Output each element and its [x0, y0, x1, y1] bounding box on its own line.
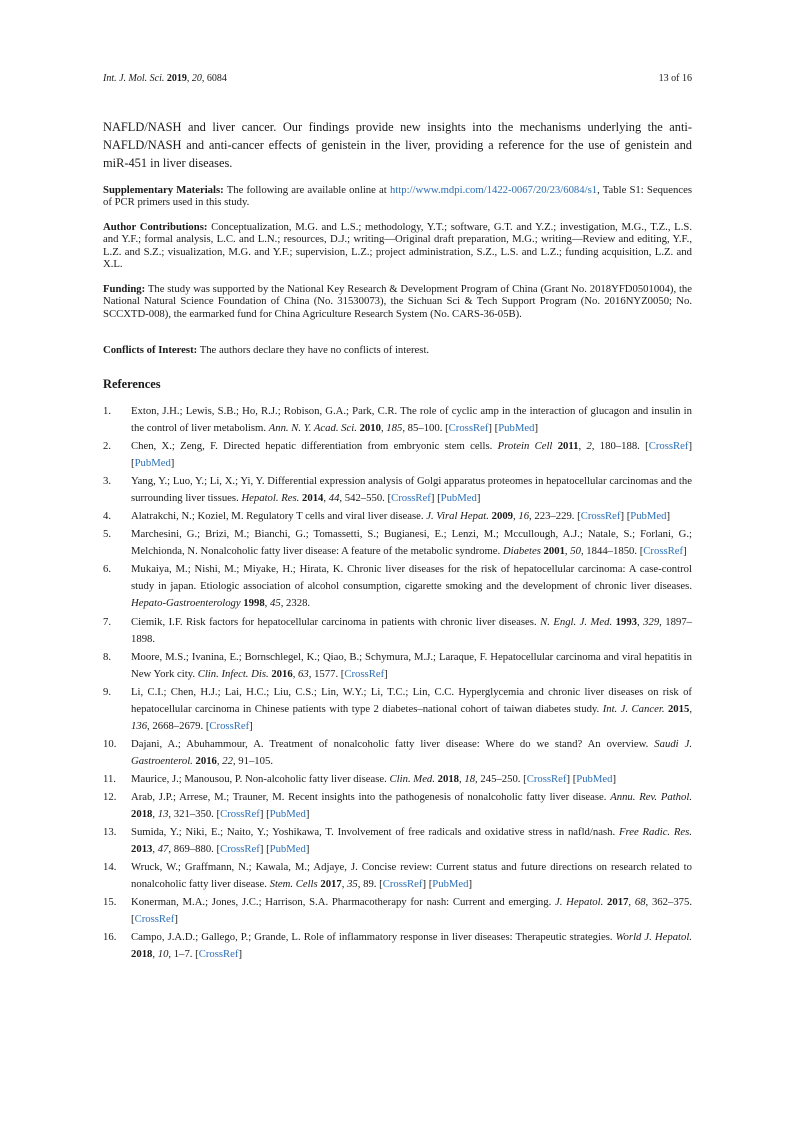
reference-authors-title: Ciemik, I.F. Risk factors for hepatocellular carcinoma in patients with chronic liver diseases. — [131, 615, 537, 628]
crossref-link[interactable]: CrossRef — [344, 667, 385, 680]
reference-number: 13. — [103, 826, 117, 839]
reference-journal: World J. Hepatol. — [615, 931, 693, 944]
reference-volume: 18 — [464, 772, 476, 785]
reference-item: 13. Sumida, Y.; Niki, E.; Naito, Y.; Yoshikawa, T. Involvement of free radicals and oxidative stress in nafld/nash. Free Radic. Res. 2013, 47, 869–880. [CrossRef] [PubMed] — [103, 826, 693, 856]
crossref-link[interactable]: CrossRef — [526, 772, 567, 785]
crossref-link[interactable]: CrossRef — [198, 948, 239, 961]
reference-year: 1998 — [243, 597, 265, 610]
reference-number: 16. — [103, 931, 117, 944]
reference-journal: J. Viral Hepat. — [426, 510, 489, 523]
pubmed-link[interactable]: PubMed — [432, 878, 469, 891]
reference-authors-title: Konerman, M.A.; Jones, J.C.; Harrison, S.A. Pharmacotherapy for nash: Current and emerging. — [131, 896, 552, 909]
reference-item: 14. Wruck, W.; Graffmann, N.; Kawala, M.; Adjaye, J. Concise review: Current status and future directions on research related to nonalcoholic fatty liver disease. Stem. Cells 2017, 35, 89. [CrossRef] [PubMed] — [103, 861, 692, 891]
reference-pages: 245–250. — [480, 772, 521, 785]
funding-statement — [103, 283, 692, 320]
supplementary-materials — [103, 184, 692, 209]
reference-volume: 136 — [131, 719, 148, 732]
reference-pages: 85–100. — [407, 422, 443, 434]
crossref-link[interactable]: CrossRef — [448, 422, 489, 434]
reference-journal: Hepatol. Res. — [241, 492, 300, 505]
reference-item: 15. Konerman, M.A.; Jones, J.C.; Harrison, S.A. Pharmacotherapy for nash: Current and emerging. J. Hepatol. 2017, 68, 362–375. [CrossRef] — [103, 896, 693, 926]
reference-journal: Hepato-Gastroenterology — [131, 597, 241, 610]
reference-number: 7. — [103, 615, 112, 628]
crossref-link[interactable]: CrossRef — [382, 878, 423, 891]
references-heading: References — [103, 377, 161, 391]
reference-number: 8. — [103, 650, 112, 663]
reference-volume: 2 — [586, 440, 592, 453]
reference-number: 12. — [103, 791, 117, 804]
contributions-label: Author Contributions: — [103, 221, 208, 233]
reference-number: 9. — [103, 685, 112, 698]
reference-year: 2009 — [491, 510, 513, 523]
pubmed-link[interactable]: PubMed — [269, 843, 306, 856]
crossref-link[interactable]: CrossRef — [220, 843, 260, 856]
reference-journal: Clin. Med. — [389, 772, 435, 785]
reference-number: 2. — [103, 440, 112, 453]
pubmed-link[interactable]: PubMed — [576, 772, 613, 785]
reference-item: 8. Moore, M.S.; Ivanina, E.; Bornschlegel, K.; Qiao, B.; Schymura, M.J.; Laraque, F. Hepatocellular carcinoma and viral hepatitis in New York city. Clin. Infect. Dis. 2016, 63, 1577. [CrossRef] — [103, 650, 692, 680]
reference-list — [103, 403, 692, 965]
reference-year: 2017 — [320, 878, 342, 891]
reference-item: 5. Marchesini, G.; Brizi, M.; Bianchi, G.; Tomassetti, S.; Bugianesi, E.; Lenzi, M.; Mccullough, A.J.; Natale, S.; Forlani, G.; Melchionda, N. Nonalcoholic fatty liver disease: A feature of the metabolic syndrome. Diabetes 2001, 50, 1844–1850. [CrossRef] — [103, 528, 692, 558]
reference-item: 7. Ciemik, I.F. Risk factors for hepatocellular carcinoma in patients with chronic liver diseases. N. Engl. J. Med. 1993, 329, 1897–1898. — [103, 615, 692, 645]
reference-number: 3. — [103, 475, 112, 488]
reference-number: 14. — [103, 861, 117, 874]
reference-volume: 44 — [328, 492, 340, 505]
reference-pages: 542–550. — [344, 492, 385, 505]
reference-journal: Saudi J. Gastroenterol. — [131, 737, 693, 767]
reference-authors-title: Exton, J.H.; Lewis, S.B.; Ho, R.J.; Robison, G.A.; Park, C.R. The role of cyclic amp in the interaction of glucagon and insulin in the control of liver metabolism. — [131, 405, 692, 434]
reference-authors-title: Maurice, J.; Manousou, P. Non-alcoholic fatty liver disease. — [131, 772, 387, 785]
reference-number: 15. — [103, 896, 117, 909]
reference-pages: 1897–1898. — [131, 615, 692, 645]
reference-volume: 13 — [157, 808, 169, 821]
reference-item: 2. Chen, X.; Zeng, F. Directed hepatic differentiation from embryonic stem cells. Protein Cell 2011, 2, 180–188. [CrossRef] [PubMed] — [103, 440, 693, 470]
reference-authors-title: Mukaiya, M.; Nishi, M.; Miyake, H.; Hirata, K. Chronic liver diseases for the risk of hepatocellular carcinoma: A case-control study in japan. Etiologic association of alcohol consumption, cigarette smoking and the development of chronic liver diseases. — [131, 563, 692, 593]
conflicts-text: The authors declare they have no conflicts of interest. — [199, 344, 430, 356]
reference-year: 2014 — [302, 492, 324, 505]
reference-journal: Int. J. Cancer. — [602, 702, 665, 715]
reference-year: 2018 — [131, 948, 153, 961]
reference-number: 10. — [103, 737, 117, 750]
reference-pages: 89. — [363, 878, 377, 891]
reference-item: 9. Li, C.I.; Chen, H.J.; Lai, H.C.; Liu, C.S.; Lin, W.Y.; Li, T.C.; Lin, C.C. Hyperglycemia and chronic liver diseases on risk of hepatocellular carcinoma in Chinese patients with type 2 diabetes–national cohort of taiwan diabetes study. Int. J. Cancer. 2015, 136, 2668–2679. [CrossRef] — [103, 685, 692, 732]
reference-journal: Stem. Cells — [269, 878, 318, 891]
reference-year: 2010 — [359, 422, 381, 434]
journal-year: 2019 — [166, 73, 187, 84]
reference-journal: N. Engl. J. Med. — [540, 615, 613, 628]
reference-authors-title: Sumida, Y.; Niki, E.; Naito, Y.; Yoshikawa, T. Involvement of free radicals and oxidative stress in nafld/nash. — [131, 826, 616, 839]
author-contributions — [103, 221, 692, 271]
reference-item: 6. Mukaiya, M.; Nishi, M.; Miyake, H.; Hirata, K. Chronic liver diseases for the risk of hepatocellular carcinoma: A case-control study in japan. Etiologic association of alcohol consumption, cigarette smoking and the development of chronic liver diseases. Hepato-Gastroenterology 1998, 45, 2328. — [103, 563, 692, 610]
funding-label: Funding: — [103, 283, 146, 295]
reference-authors-title: Dajani, A.; Abuhammour, A. Treatment of nonalcoholic fatty liver disease: Where do we stand? An overview. — [131, 737, 649, 750]
reference-journal: Free Radic. Res. — [618, 826, 693, 839]
reference-pages: 2328. — [286, 597, 311, 610]
supplementary-text-after: , Table S1: Sequences of PCR primers used in this study. — [103, 184, 693, 209]
reference-authors-title: Alatrakchi, N.; Koziel, M. Regulatory T cells and viral liver disease. — [131, 510, 424, 523]
pubmed-link[interactable]: PubMed — [269, 808, 306, 821]
reference-authors-title: Yang, Y.; Luo, Y.; Li, X.; Yi, Y. Differential expression analysis of Golgi apparatus proteomes in hepatocellular carcinomas and the surrounding liver tissues. — [131, 475, 692, 505]
reference-authors-title: Li, C.I.; Chen, H.J.; Lai, H.C.; Liu, C.S.; Lin, W.Y.; Li, T.C.; Lin, C.C. Hyperglycemia and chronic liver diseases on risk of hepatocellular carcinoma in Chinese patients with type 2 diabetes–national cohort of taiwan diabetes study. — [131, 685, 692, 715]
journal-name: Int. J. Mol. Sci. — [103, 73, 165, 84]
crossref-link[interactable]: CrossRef — [648, 440, 689, 453]
reference-year: 2018 — [131, 808, 153, 821]
article-number: 6084 — [206, 73, 227, 84]
reference-item: 11. Maurice, J.; Manousou, P. Non-alcoholic fatty liver disease. Clin. Med. 2018, 18, 245–250. [CrossRef] [PubMed] — [103, 771, 692, 788]
reference-item: 12. Arab, J.P.; Arrese, M.; Trauner, M. Recent insights into the pathogenesis of nonalcoholic fatty liver disease. Annu. Rev. Pathol. 2018, 13, 321–350. [CrossRef] [PubMed] — [103, 791, 693, 821]
contributions-text: Conceptualization, M.G. and L.S.; methodology, Y.T.; software, G.T. and Y.Z.; investigation, M.G., T.Z., L.S. and Y.F.; formal analysis, L.C. and L.N.; resources, D.J.; writing—Original draft preparation, M.G.; writing—Review and editing, Y.F., L.Z. and S.Z.; visualization, M.G. and Y.F.; supervision, L.Z.; project administration, S.Z., L.S. and L.Z.; funding acquisition, L.Z. and X.L. — [103, 221, 693, 271]
reference-pages: 91–105. — [238, 754, 273, 767]
conflicts-of-interest — [103, 344, 692, 356]
reference-journal: Diabetes — [502, 545, 541, 558]
reference-volume: 35 — [347, 878, 358, 891]
reference-volume: 22 — [222, 754, 233, 767]
reference-year: 2013 — [131, 843, 153, 856]
reference-pages: 869–880. — [173, 843, 214, 856]
journal-volume: 20 — [191, 73, 202, 84]
page-number: 13 of 16 — [658, 73, 692, 84]
reference-volume: 47 — [157, 843, 169, 856]
reference-year: 2018 — [437, 772, 459, 785]
reference-authors-title: Moore, M.S.; Ivanina, E.; Bornschlegel, K.; Qiao, B.; Schymura, M.J.; Laraque, F. Hepatocellular carcinoma and viral hepatitis in New York city. — [131, 650, 692, 680]
reference-volume: 63 — [298, 667, 309, 680]
reference-item: 16. Campo, J.A.D.; Gallego, P.; Grande, L. Role of inflammatory response in liver diseases: Therapeutic strategies. World J. Hepatol. 2018, 10, 1–7. [CrossRef] — [103, 931, 693, 961]
funding-text: The study was supported by the National Key Research & Development Program of China (Grant No. 2018YFD0501004), the National Natural Science Foundation of China (No. 31530073), the Sichuan Sci & Tech Support Program (No. 2016NYZ0050; No. SCCXTD-008), the earmarked fund for China Agriculture Research System (No. CARS-36-05B). — [103, 283, 693, 320]
pubmed-link[interactable]: PubMed — [440, 492, 477, 505]
supplementary-text: The following are available online at — [226, 184, 387, 196]
reference-journal: Ann. N. Y. Acad. Sci. — [268, 422, 357, 434]
reference-volume: 16 — [518, 510, 530, 523]
reference-item: 3. Yang, Y.; Luo, Y.; Li, X.; Yi, Y. Differential expression analysis of Golgi apparatus proteomes in hepatocellular carcinomas and the surrounding liver tissues. Hepatol. Res. 2014, 44, 542–550. [CrossRef] [PubMed] — [103, 475, 692, 505]
reference-number: 5. — [103, 528, 112, 541]
reference-pages: 1–7. — [173, 948, 193, 961]
reference-authors-title: Wruck, W.; Graffmann, N.; Kawala, M.; Adjaye, J. Concise review: Current status and future directions on research related to nonalcoholic fatty liver disease. — [131, 861, 692, 891]
reference-number: 1. — [103, 405, 112, 417]
reference-volume: 10 — [157, 948, 169, 961]
reference-item: 10. Dajani, A.; Abuhammour, A. Treatment of nonalcoholic fatty liver disease: Where do we stand? An overview. Saudi J. Gastroenterol. 2016, 22, 91–105. — [103, 737, 693, 767]
reference-volume: 45 — [270, 597, 281, 610]
reference-volume: 185 — [386, 422, 403, 434]
reference-year: 2011 — [557, 440, 579, 453]
pubmed-link[interactable]: PubMed — [134, 457, 171, 470]
reference-year: 2017 — [607, 896, 629, 909]
reference-pages: 223–229. — [534, 510, 575, 523]
reference-year: 2001 — [543, 545, 565, 558]
body-paragraph: NAFLD/NASH and liver cancer. Our findings provide new insights into the mechanisms underlying the anti-NAFLD/NASH and anti-cancer effects of genistein in the liver, providing a reference for the use of genistein and miR-451 in liver diseases. — [103, 120, 692, 171]
pubmed-link[interactable]: PubMed — [498, 422, 535, 434]
reference-authors-title: Chen, X.; Zeng, F. Directed hepatic differentiation from embryonic stem cells. — [131, 440, 493, 453]
crossref-link[interactable]: CrossRef — [209, 719, 250, 732]
crossref-link[interactable]: CrossRef — [391, 492, 431, 505]
reference-year: 2015 — [667, 702, 690, 715]
reference-volume: 329 — [643, 615, 660, 628]
reference-journal: Protein Cell — [497, 440, 553, 453]
supplementary-link[interactable]: http://www.mdpi.com/1422-0067/20/23/6084/s1 — [389, 184, 598, 196]
journal-citation: Int. J. Mol. Sci. 2019, 20, 6084 — [103, 73, 227, 84]
reference-authors-title: Campo, J.A.D.; Gallego, P.; Grande, L. Role of inflammatory response in liver diseases: Therapeutic strategies. — [131, 931, 613, 944]
reference-pages: 362–375. — [651, 896, 693, 909]
conflicts-label: Conflicts of Interest: — [103, 344, 198, 356]
reference-year: 1993 — [615, 615, 637, 628]
crossref-link[interactable]: CrossRef — [580, 510, 621, 523]
reference-number: 11. — [103, 772, 116, 785]
reference-number: 6. — [103, 563, 112, 576]
reference-year: 2016 — [271, 667, 293, 680]
reference-authors-title: Arab, J.P.; Arrese, M.; Trauner, M. Recent insights into the pathogenesis of nonalcoholic fatty liver disease. — [131, 791, 607, 804]
crossref-link[interactable]: CrossRef — [643, 545, 684, 558]
reference-volume: 68 — [634, 896, 646, 909]
reference-item: 1. Exton, J.H.; Lewis, S.B.; Ho, R.J.; Robison, G.A.; Park, C.R. The role of cyclic amp in the interaction of glucagon and insulin in the control of liver metabolism. Ann. N. Y. Acad. Sci. 2010, 185, 85–100. [CrossRef] [PubMed] — [103, 405, 692, 434]
reference-authors-title: Marchesini, G.; Brizi, M.; Bianchi, G.; Tomassetti, S.; Bugianesi, E.; Lenzi, M.; Mccullough, A.J.; Natale, S.; Forlani, G.; Melchionda, N. Nonalcoholic fatty liver disease: A feature of the metabolic syndrome. — [131, 528, 692, 558]
crossref-link[interactable]: CrossRef — [220, 808, 260, 821]
reference-journal: Annu. Rev. Pathol. — [610, 791, 693, 804]
supplementary-label: Supplementary Materials: — [103, 184, 224, 196]
reference-year: 2016 — [195, 754, 217, 767]
reference-pages: 180–188. — [599, 440, 640, 453]
reference-pages: 1577. — [314, 667, 339, 680]
reference-pages: 2668–2679. — [152, 719, 204, 732]
reference-pages: 321–350. — [173, 808, 214, 821]
reference-journal: J. Hepatol. — [555, 896, 604, 909]
reference-number: 4. — [103, 510, 112, 523]
pubmed-link[interactable]: PubMed — [630, 510, 667, 523]
reference-volume: 50 — [570, 545, 581, 558]
reference-journal: Clin. Infect. Dis. — [197, 667, 269, 680]
crossref-link[interactable]: CrossRef — [134, 913, 175, 926]
reference-item: 4. Alatrakchi, N.; Koziel, M. Regulatory T cells and viral liver disease. J. Viral Hepat. 2009, 16, 223–229. [CrossRef] [PubMed] — [103, 508, 692, 525]
reference-pages: 1844–1850. — [586, 545, 638, 558]
